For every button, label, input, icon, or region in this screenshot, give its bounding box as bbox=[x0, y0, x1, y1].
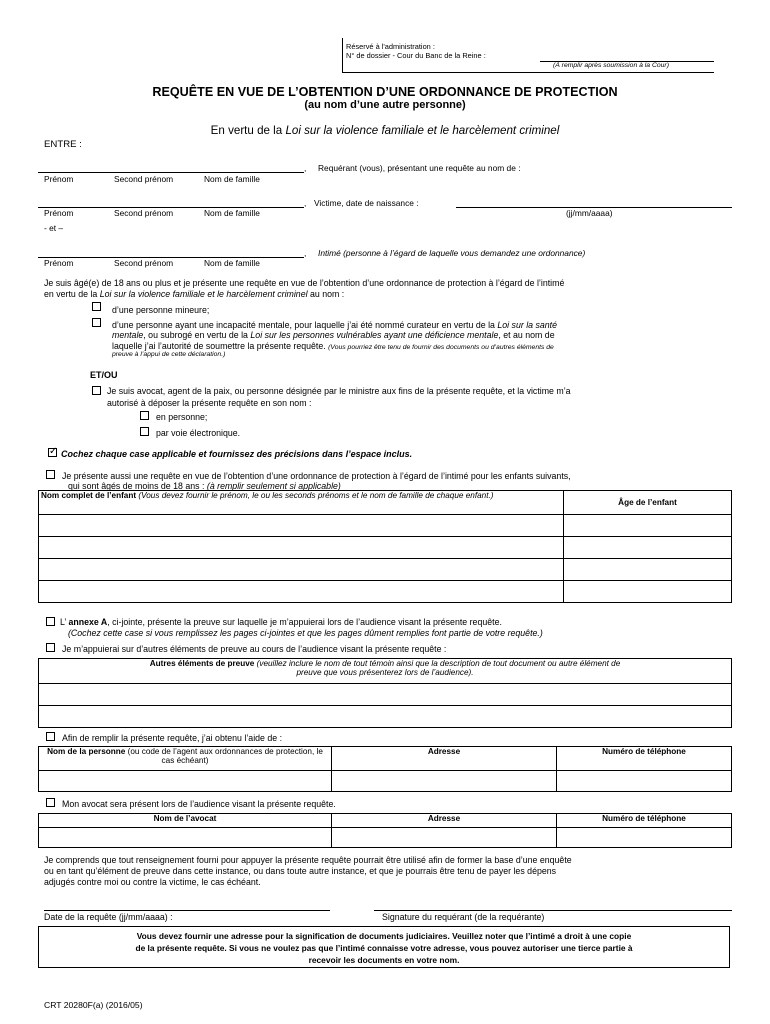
child-age-cell[interactable] bbox=[564, 515, 732, 537]
applicant-comma: , bbox=[304, 163, 307, 173]
statement-line2-b: au nom : bbox=[307, 289, 345, 299]
lawyer-line1: Je suis avocat, agent de la paix, ou personne désignée par le ministre aux fins de la présente requête, et la victime m’a bbox=[107, 386, 571, 396]
form-code: CRT 20280F(a) (2016/05) bbox=[44, 1000, 143, 1010]
electronic-checkbox[interactable] bbox=[140, 427, 149, 436]
admin-fill-note: (À remplir après soumission à la Cour) bbox=[553, 62, 669, 69]
child-name-cell[interactable] bbox=[39, 559, 564, 581]
child-age-cell[interactable] bbox=[564, 559, 732, 581]
between-label: ENTRE : bbox=[44, 139, 82, 150]
incap-2c: Loi sur les personnes vulnérables ayant une déficience mentale bbox=[250, 330, 499, 340]
evidence-header-note1: (veuillez inclure le nom de tout témoin ainsi que la description de tout document ou autre élément de bbox=[254, 659, 621, 668]
annex-name: annexe A bbox=[68, 617, 108, 627]
victim-middle-label: Second prénom bbox=[114, 208, 174, 218]
help-phone-cell[interactable] bbox=[557, 771, 732, 792]
respondent-comma: , bbox=[304, 248, 307, 258]
children-name-header-note: (Vous devez fournir le prénom, le ou les seconds prénoms et le nom de famille de chaque enfant.) bbox=[136, 491, 494, 500]
applicant-name-line[interactable] bbox=[38, 172, 304, 173]
minor-label: d’une personne mineure; bbox=[112, 305, 210, 315]
incap-2a: mentale bbox=[112, 330, 144, 340]
incap-2d: , et au nom de bbox=[498, 330, 555, 340]
incap-3: laquelle j’ai l’autorité de soumettre la présente requête. bbox=[112, 341, 326, 351]
children-checkbox[interactable] bbox=[46, 470, 55, 479]
admin-file-label: N° de dossier - Cour du Banc de la Reine : bbox=[346, 51, 486, 60]
in-person-checkbox[interactable] bbox=[140, 411, 149, 420]
date-label: Date de la requête (jj/mm/aaaa) : bbox=[44, 912, 173, 922]
lawyer-address-cell[interactable] bbox=[332, 828, 557, 848]
victim-last-label: Nom de famille bbox=[204, 208, 260, 218]
signature-label: Signature du requérant (de la requérante) bbox=[382, 912, 545, 922]
applicant-desc: Requérant (vous), présentant une requête au nom de : bbox=[318, 163, 521, 173]
lawyer-authorized-checkbox[interactable] bbox=[92, 386, 101, 395]
annex-rest: , ci-jointe, présente la preuve sur laquelle je m’appuierai lors de l’audience visant la présente requête. bbox=[107, 617, 502, 627]
incap-note1: (Vous pourriez être tenu de fournir des documents ou d’autres éléments de bbox=[328, 344, 554, 351]
incapacity-note2: preuve à l’appui de cette déclaration.) bbox=[112, 351, 226, 358]
child-name-cell[interactable] bbox=[39, 581, 564, 603]
child-age-cell[interactable] bbox=[564, 581, 732, 603]
evidence-check-label: Je m’appuierai sur d’autres éléments de preuve au cours de l’audience visant la présente requête : bbox=[62, 644, 447, 654]
notice-box bbox=[38, 926, 730, 968]
respondent-desc: Intimé (personne à l’égard de laquelle vous demandez une ordonnance) bbox=[318, 248, 586, 258]
notice-line3: recevoir les documents en votre nom. bbox=[308, 955, 460, 965]
statement-law: Loi sur la violence familiale et le harcèlement criminel bbox=[99, 289, 308, 299]
help-address-header: Adresse bbox=[332, 747, 557, 771]
lawyer-line2: autorisé à déposer la présente requête en son nom : bbox=[107, 398, 312, 408]
evidence-checkbox[interactable] bbox=[46, 643, 55, 652]
help-table bbox=[38, 746, 732, 792]
date-line[interactable] bbox=[44, 910, 330, 911]
annex-prefix: L’ bbox=[60, 617, 69, 627]
applicant-middle-label: Second prénom bbox=[114, 174, 174, 184]
respondent-first-label: Prénom bbox=[44, 258, 74, 268]
instruction-checkbox-icon bbox=[48, 448, 57, 457]
help-check-label: Afin de remplir la présente requête, j’ai obtenu l’aide de : bbox=[62, 733, 283, 743]
victim-date-format: (jj/mm/aaaa) bbox=[566, 208, 613, 218]
minor-checkbox[interactable] bbox=[92, 302, 101, 311]
form-title: REQUÊTE EN VUE DE L’OBTENTION D’UNE ORDONNANCE DE PROTECTION bbox=[152, 85, 618, 99]
admin-reserved: Réservé à l'administration : bbox=[346, 42, 435, 51]
annex-line bbox=[60, 617, 502, 627]
help-name-header-note: (ou code de l’agent aux ordonnances de protection, le cas échéant) bbox=[125, 747, 323, 765]
children-line2-a: qui sont âgés de moins de 18 ans : bbox=[68, 481, 207, 491]
evidence-header-b: Autres éléments de preuve bbox=[149, 659, 255, 668]
in-person-label: en personne; bbox=[156, 412, 208, 422]
children-line1: Je présente aussi une requête en vue de l’obtention d’une ordonnance de protection à l’égard de l’intimé pour les enfants suivants, bbox=[62, 471, 571, 481]
help-name-cell[interactable] bbox=[39, 771, 332, 792]
incapacity-line1 bbox=[112, 320, 557, 330]
acknowledge-line3: adjugés contre moi ou contre la victime, le cas échéant. bbox=[44, 877, 261, 887]
lawyer-address-header: Adresse bbox=[332, 814, 557, 828]
child-name-cell[interactable] bbox=[39, 537, 564, 559]
children-table bbox=[38, 490, 732, 603]
law-prefix: En vertu de la bbox=[210, 124, 286, 137]
victim-desc: Victime, date de naissance : bbox=[314, 198, 419, 208]
incap-1b: Loi sur la santé bbox=[497, 320, 558, 330]
form-subtitle: (au nom d’une autre personne) bbox=[304, 99, 466, 111]
evidence-cell[interactable] bbox=[39, 684, 732, 706]
applicant-first-label: Prénom bbox=[44, 174, 74, 184]
children-line2-b: (à remplir seulement si applicable) bbox=[206, 481, 341, 491]
child-name-cell[interactable] bbox=[39, 515, 564, 537]
incap-2b: , ou subrogé en vertu de la bbox=[143, 330, 251, 340]
respondent-middle-label: Second prénom bbox=[114, 258, 174, 268]
incapacity-line2 bbox=[112, 330, 555, 340]
lawyer-name-header: Nom de l’avocat bbox=[39, 814, 332, 828]
and-label: - et – bbox=[44, 223, 64, 233]
statement-line1: Je suis âgé(e) de 18 ans ou plus et je présente une requête en vue de l’obtention d’une ordonnance de protection à l’égard de l’intimé bbox=[44, 278, 565, 288]
admin-box-left bbox=[342, 38, 343, 72]
incap-1a: d’une personne ayant une incapacité mentale, pour laquelle j’ai été nommé curateur en vertu de la bbox=[112, 320, 498, 330]
lawyer-table bbox=[38, 813, 732, 848]
help-checkbox[interactable] bbox=[46, 732, 55, 741]
children-age-header: Âge de l’enfant bbox=[564, 491, 732, 515]
respondent-last-label: Nom de famille bbox=[204, 258, 260, 268]
lawyer-present-checkbox[interactable] bbox=[46, 798, 55, 807]
notice-line2: de la présente requête. Si vous ne voulez pas que l’intimé connaisse votre adresse, vous pouvez autoriser une tierce partie à bbox=[135, 943, 633, 953]
electronic-label: par voie électronique. bbox=[156, 428, 241, 438]
victim-first-label: Prénom bbox=[44, 208, 74, 218]
help-phone-header: Numéro de téléphone bbox=[557, 747, 732, 771]
help-name-header-b: Nom de la personne bbox=[47, 747, 126, 756]
victim-comma: , bbox=[304, 198, 307, 208]
applicant-last-label: Nom de famille bbox=[204, 174, 260, 184]
law-name: Loi sur la violence familiale et le harcèlement criminel bbox=[285, 124, 560, 137]
signature-line[interactable] bbox=[374, 910, 732, 911]
annex-note: (Cochez cette case si vous remplissez les pages ci-jointes et que les pages dûment remplies font partie de votre requête.) bbox=[68, 628, 543, 638]
notice-line1: Vous devez fournir une adresse pour la signification de documents judiciaires. Veuillez noter que l’intimé a droit à une copie bbox=[136, 931, 632, 941]
evidence-cell[interactable] bbox=[39, 706, 732, 728]
lawyer-phone-cell[interactable] bbox=[557, 828, 732, 848]
evidence-header bbox=[39, 659, 732, 684]
help-address-cell[interactable] bbox=[332, 771, 557, 792]
child-age-cell[interactable] bbox=[564, 537, 732, 559]
incapacity-line3 bbox=[112, 341, 554, 351]
lawyer-name-cell[interactable] bbox=[39, 828, 332, 848]
incapacity-checkbox[interactable] bbox=[92, 318, 101, 327]
statement-line2-a: en vertu de la bbox=[44, 289, 100, 299]
instruction-text: Cochez chaque case applicable et fournissez des précisions dans l’espace inclus. bbox=[61, 449, 413, 459]
annex-checkbox[interactable] bbox=[46, 617, 55, 626]
help-name-header bbox=[39, 747, 332, 771]
and-or-label: ET/OU bbox=[90, 370, 118, 380]
acknowledge-line2: ou en tant qu’élément de preuve dans cette instance, ou dans toute autre instance, et que je pourrais être tenu de payer les dépens bbox=[44, 866, 557, 876]
children-name-header-b: Nom complet de l’enfant bbox=[41, 491, 137, 500]
evidence-table bbox=[38, 658, 732, 728]
law-reference bbox=[0, 124, 770, 137]
acknowledge-line1: Je comprends que tout renseignement fourni pour appuyer la présente requête pourrait être utilisé afin de former la base d’une enquête bbox=[44, 855, 572, 865]
lawyer-present-label: Mon avocat sera présent lors de l’audience visant la présente requête. bbox=[62, 799, 336, 809]
admin-box-bottom bbox=[342, 72, 714, 73]
lawyer-phone-header: Numéro de téléphone bbox=[557, 814, 732, 828]
evidence-header-note2: preuve que vous présenterez lors de l’audience). bbox=[296, 668, 474, 677]
children-name-header bbox=[39, 491, 564, 515]
statement-line2 bbox=[44, 289, 344, 299]
